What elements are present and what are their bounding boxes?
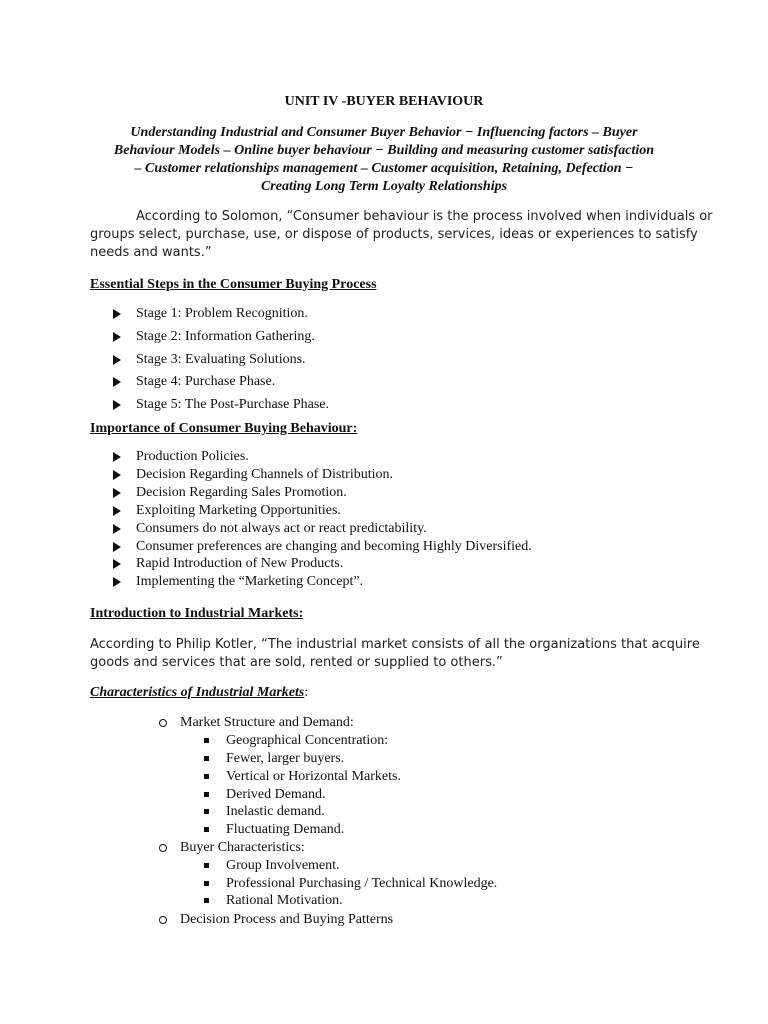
square-bullet-icon xyxy=(204,756,209,761)
arrow-bullet-icon xyxy=(113,559,121,569)
list-item: Rational Motivation. xyxy=(226,893,343,908)
list-item: Decision Regarding Sales Promotion. xyxy=(136,485,347,500)
list-item: Group Involvement. xyxy=(226,858,340,873)
kotler-quote-line: According to Philip Kotler, “The industrial market consists of all the organizations that acquire xyxy=(90,637,700,652)
square-bullet-icon xyxy=(204,827,209,832)
list-item: Stage 2: Information Gathering. xyxy=(136,329,315,344)
square-bullet-icon xyxy=(204,898,209,903)
kotler-quote-line: goods and services that are sold, rented or supplied to others.” xyxy=(90,655,503,670)
list-item: Decision Regarding Channels of Distribution. xyxy=(136,467,394,482)
square-bullet-icon xyxy=(204,792,209,797)
list-item: Fluctuating Demand. xyxy=(226,822,345,837)
arrow-bullet-icon xyxy=(113,470,121,480)
circle-bullet-icon xyxy=(159,916,167,924)
list-item: Consumer preferences are changing and becoming Highly Diversified. xyxy=(136,539,532,554)
list-item: Production Policies. xyxy=(136,449,249,464)
subtitle-line: Creating Long Term Loyalty Relationships xyxy=(260,179,508,194)
circle-bullet-icon xyxy=(159,719,167,727)
list-item: Market Structure and Demand: xyxy=(180,715,354,730)
subtitle-line: – Customer relationships management – Customer acquisition, Retaining, Defection − xyxy=(134,161,634,176)
square-bullet-icon xyxy=(204,863,209,868)
list-item: Rapid Introduction of New Products. xyxy=(136,556,344,571)
list-item: Professional Purchasing / Technical Knowledge. xyxy=(226,876,498,891)
arrow-bullet-icon xyxy=(113,542,121,552)
circle-bullet-icon xyxy=(159,844,167,852)
arrow-bullet-icon xyxy=(113,488,121,498)
square-bullet-icon xyxy=(204,738,209,743)
steps-heading: Essential Steps in the Consumer Buying Process xyxy=(90,277,377,292)
list-item: Inelastic demand. xyxy=(226,804,325,819)
characteristics-heading xyxy=(90,684,308,702)
solomon-quote-line: groups select, purchase, use, or dispose of products, services, ideas or experiences to satisfy xyxy=(90,227,698,242)
industrial-heading: Introduction to Industrial Markets: xyxy=(90,606,304,621)
arrow-bullet-icon xyxy=(113,452,121,462)
arrow-bullet-icon xyxy=(113,577,121,587)
list-item: Stage 1: Problem Recognition. xyxy=(136,306,308,321)
characteristics-heading-colon: : xyxy=(304,685,309,700)
arrow-bullet-icon xyxy=(113,332,121,342)
arrow-bullet-icon xyxy=(113,524,121,534)
arrow-bullet-icon xyxy=(113,309,121,319)
list-item: Buyer Characteristics: xyxy=(180,840,305,855)
arrow-bullet-icon xyxy=(113,377,121,387)
solomon-quote-line: According to Solomon, “Consumer behaviour is the process involved when individuals or xyxy=(136,209,713,224)
importance-heading: Importance of Consumer Buying Behaviour: xyxy=(90,421,358,436)
arrow-bullet-icon xyxy=(113,400,121,410)
solomon-quote-line: needs and wants.” xyxy=(90,245,212,260)
arrow-bullet-icon xyxy=(113,355,121,365)
list-item: Implementing the “Marketing Concept”. xyxy=(136,574,364,589)
arrow-bullet-icon xyxy=(113,506,121,516)
list-item: Fewer, larger buyers. xyxy=(226,751,345,766)
subtitle-line: Behaviour Models – Online buyer behaviour − Building and measuring customer satisfaction xyxy=(113,143,655,158)
subtitle-line: Understanding Industrial and Consumer Buyer Behavior − Influencing factors – Buyer xyxy=(130,125,638,140)
square-bullet-icon xyxy=(204,809,209,814)
characteristics-heading-text: Characteristics of Industrial Markets xyxy=(90,685,305,700)
list-item: Decision Process and Buying Patterns xyxy=(180,912,394,927)
list-item: Vertical or Horizontal Markets. xyxy=(226,769,401,784)
list-item: Stage 4: Purchase Phase. xyxy=(136,374,276,389)
list-item: Stage 5: The Post-Purchase Phase. xyxy=(136,397,329,412)
list-item: Derived Demand. xyxy=(226,787,326,802)
list-item: Stage 3: Evaluating Solutions. xyxy=(136,352,306,367)
list-item: Geographical Concentration: xyxy=(226,733,389,748)
list-item: Consumers do not always act or react predictability. xyxy=(136,521,427,536)
square-bullet-icon xyxy=(204,881,209,886)
square-bullet-icon xyxy=(204,774,209,779)
list-item: Exploiting Marketing Opportunities. xyxy=(136,503,341,518)
page-title: UNIT IV -BUYER BEHAVIOUR xyxy=(284,94,484,109)
